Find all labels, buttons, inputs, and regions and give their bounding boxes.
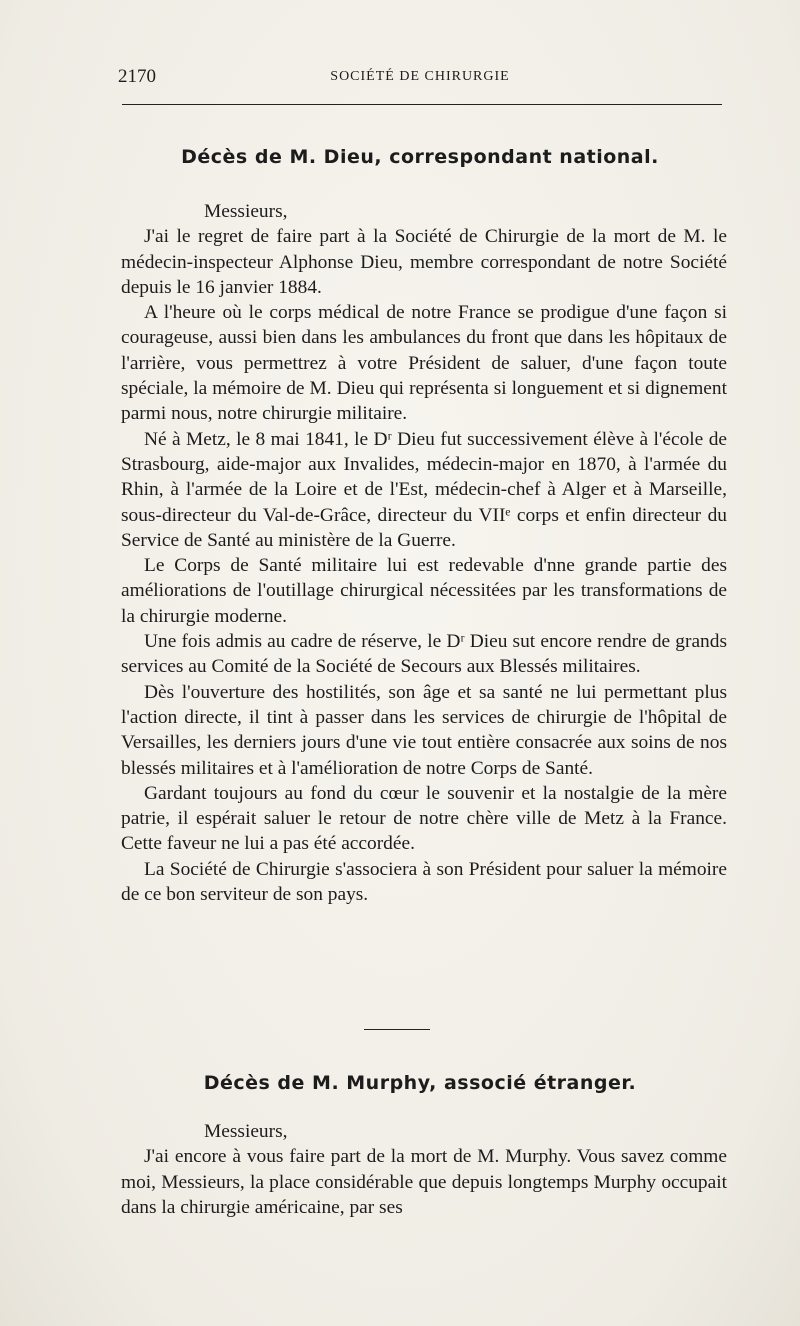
running-title: SOCIÉTÉ DE CHIRURGIE [330, 69, 510, 84]
section-divider [364, 1029, 430, 1030]
paragraph: Messieurs, [204, 201, 288, 222]
paragraph: Messieurs, [204, 1121, 288, 1142]
paragraph: J'ai le regret de faire part à la Société de Chirurgie de la mort de M. le médecin-inspecteur Alphonse Dieu, membre correspondant de notre Société depuis le 16 janvier 1884. [121, 226, 727, 298]
paragraph: J'ai encore à vous faire part de la mort de M. Murphy. Vous savez comme moi, Messieurs, la place considérable que depuis longtemps Murphy occupait dans la chirurgie américaine, par ses [121, 1146, 727, 1218]
page-number: 2170 [118, 66, 156, 87]
section-body-dieu [121, 199, 727, 907]
section-body-murphy [121, 1119, 727, 1220]
paragraph: Gardant toujours au fond du cœur le souvenir et la nostalgie de la mère patrie, il espérait saluer le retour de notre chère ville de Metz à la France. Cette faveur ne lui a pas été accordée. [121, 782, 727, 855]
section-title-dieu: Décès de M. Dieu, correspondant national. [181, 146, 659, 168]
section-title-murphy: Décès de M. Murphy, associé étranger. [203, 1072, 637, 1094]
paragraph: Le Corps de Santé militaire lui est redevable d'nne grande partie des améliorations de l'outillage chirurgical nécessitées par les transformations de la chirurgie moderne. [121, 555, 727, 627]
paragraph: A l'heure où le corps médical de notre France se prodigue d'une façon si courageuse, aussi bien dans les ambulances du front que dans les hôpitaux de l'arrière, vous permettrez à votre Président de saluer, d'une façon toute spéciale, la mémoire de M. Dieu qui représenta si longuement et si dignement parmi nous, notre chirurgie militaire. [121, 302, 727, 425]
paragraph: Une fois admis au cadre de réserve, le Dʳ Dieu sut encore rendre de grands services au Comité de la Société de Secours aux Blessés militaires. [121, 631, 727, 678]
page-header [118, 66, 722, 90]
paragraph: Né à Metz, le 8 mai 1841, le Dʳ Dieu fut successivement élève à l'école de Strasbourg, aide-major aux Invalides, médecin-major en 1870, à l'armée du Rhin, à l'armée de la Loire et de l'Est, médecin-chef à Alger et à Marseille, sous-directeur du Val-de-Grâce, directeur du VIIᵉ corps et enfin directeur du Service de Santé au ministère de la Guerre. [121, 428, 727, 551]
paragraph: La Société de Chirurgie s'associera à son Président pour saluer la mémoire de ce bon serviteur de son pays. [121, 858, 727, 906]
paragraph: Dès l'ouverture des hostilités, son âge et sa santé ne lui permettant plus l'action directe, il tint à passer dans les services de chirurgie de l'hôpital de Versailles, les derniers jours d'une vie tout entière consacrée aux soins de nos blessés militaires et à l'amélioration de notre Corps de Santé. [121, 681, 727, 779]
header-rule [122, 104, 722, 105]
